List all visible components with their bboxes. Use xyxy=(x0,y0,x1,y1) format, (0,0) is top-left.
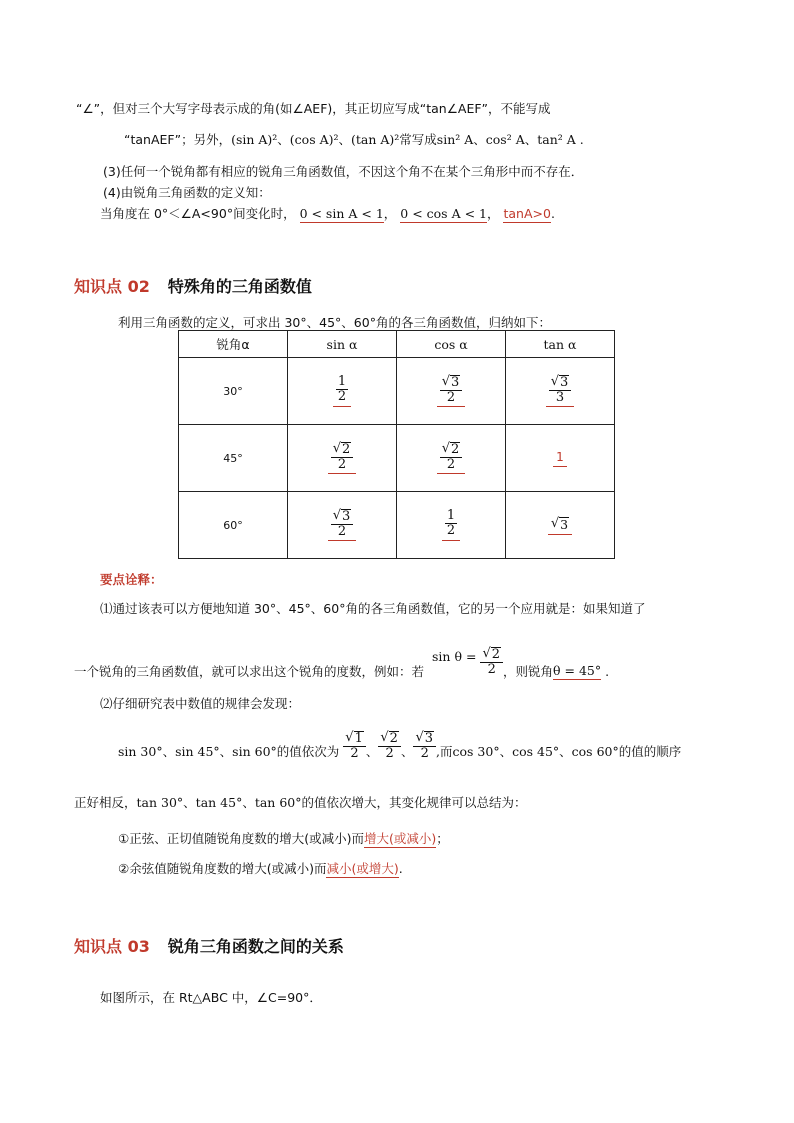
answer-sin-range: 0 < sin A < 1 xyxy=(299,206,384,221)
answer-underline: √ 3 3 xyxy=(546,375,575,407)
sep-b: 、 xyxy=(400,744,414,759)
section-title: 特殊角的三角函数值 xyxy=(167,277,312,296)
answer-increase: 增大(或减小) xyxy=(363,831,437,846)
para-line-2a: “tanAEF”；另外， xyxy=(124,132,232,147)
answer-underline: √ 2 2 xyxy=(437,442,466,474)
value-cell xyxy=(288,492,397,559)
frac-sqrt2: √ 2 2 xyxy=(378,731,401,760)
period-1: . xyxy=(550,206,555,221)
angle-cell: 30° xyxy=(179,358,288,425)
header-cos: cos α xyxy=(397,331,506,358)
answer-underline: √ 3 2 xyxy=(328,509,357,541)
sep-1: ， xyxy=(383,206,397,221)
tan-values-text: tan 30°、tan 45°、tan 60°的值依次增大，其变化规律可以总结为： xyxy=(136,795,527,810)
answer-underline: √ 2 2 xyxy=(328,442,357,474)
key-point-1b xyxy=(74,640,609,684)
sin-values-text: sin 30°、sin 45°、sin 60°的值依次为 xyxy=(118,744,340,759)
para-line-2 xyxy=(124,130,584,148)
sep-a: 、 xyxy=(365,744,379,759)
key-points-title: 要点诠释： xyxy=(100,572,163,587)
key-point-2c: 正好相反， xyxy=(74,795,137,810)
key-point-1a: ⑴通过该表可以方便地知道 30°、45°、60°角的各三角函数值，它的另一个应用就是：如果知道了 xyxy=(100,601,646,616)
rule-item-1-text: ①正弦、正切值随锐角度数的增大(或减小)而 xyxy=(118,831,364,846)
answer-tan-range: tanA>0 xyxy=(503,206,551,221)
angle-range-text: 当角度在 0°＜∠A<90°间变化时， xyxy=(100,206,296,221)
value-cell xyxy=(288,425,397,492)
value-cell xyxy=(397,425,506,492)
rule-item-1-end: ； xyxy=(436,831,449,846)
angle-range-line xyxy=(100,204,555,222)
key-point-2-values xyxy=(118,724,681,768)
sin-theta-label: sin θ = xyxy=(432,648,477,664)
table-row xyxy=(179,425,615,492)
section-number: 知识点 03 xyxy=(74,937,150,956)
key-point-1b-text: 一个锐角的三角函数值，就可以求出这个锐角的度数，例如：若 xyxy=(74,664,425,679)
frac-sqrt3: √ 3 2 xyxy=(413,731,436,760)
answer-cos-range: 0 < cos A < 1 xyxy=(400,206,487,221)
key-point-2a: ⑵仔细研究表中数值的规律会发现： xyxy=(100,696,301,711)
para-line-2b: (sin A)²、(cos A)²、(tan A)²常写成sin² A、cos² A、tan² A . xyxy=(231,132,584,147)
section-number: 知识点 02 xyxy=(74,277,150,296)
value-cell xyxy=(506,492,615,559)
section-intro: 利用三角函数的定义，可求出 30°、45°、60°角的各三角函数值，归纳如下： xyxy=(118,315,551,330)
table-row xyxy=(179,492,615,559)
answer-underline: $\frac{1}{2}$ xyxy=(442,509,460,540)
value-cell xyxy=(397,492,506,559)
section-heading-03 xyxy=(74,934,344,957)
rule-item-2 xyxy=(118,859,403,877)
value-cell xyxy=(506,425,615,492)
header-tan: tan α xyxy=(506,331,615,358)
answer-underline: $\frac{1}{2}$ xyxy=(333,375,351,406)
key-point-2-tan xyxy=(74,793,526,811)
table-header-row xyxy=(179,331,615,358)
trig-values-table xyxy=(178,330,615,559)
angle-cell: 45° xyxy=(179,425,288,492)
para-line-1: “∠”，但对三个大写字母表示成的角(如∠AEF)，其正切应写成“tan∠AEF”，不能写成 xyxy=(76,101,551,116)
item-3: (3)任何一个锐角都有相应的锐角三角函数值，不因这个角不在某个三角形中而不存在． xyxy=(103,164,584,179)
value-cell xyxy=(288,358,397,425)
answer-decrease: 减小(或增大) xyxy=(326,861,399,876)
answer-theta: θ = 45° xyxy=(553,662,602,678)
sin-theta-frac: √ 2 2 xyxy=(480,647,503,676)
section-title: 锐角三角函数之间的关系 xyxy=(167,937,344,956)
rule-item-2-text: ②余弦值随锐角度数的增大(或减小)而 xyxy=(118,861,327,876)
frac-sqrt1: √ 1 2 xyxy=(343,731,366,760)
value-cell xyxy=(397,358,506,425)
table-row xyxy=(179,358,615,425)
item-4: (4)由锐角三角函数的定义知： xyxy=(103,185,271,200)
key-point-1c: ，则锐角 xyxy=(503,664,554,679)
sep-2: ， xyxy=(486,206,500,221)
section-3-intro: 如图所示，在 Rt△ABC 中，∠C=90°． xyxy=(100,990,322,1005)
value-cell xyxy=(506,358,615,425)
answer-underline: √ 3 2 xyxy=(437,375,466,407)
cos-values-text: ,而cos 30°、cos 45°、cos 60°的值的顺序 xyxy=(436,744,682,759)
section-heading-02 xyxy=(74,274,312,297)
angle-cell: 60° xyxy=(179,492,288,559)
answer-underline: 1 xyxy=(553,450,567,467)
header-sin: sin α xyxy=(288,331,397,358)
period-2: . xyxy=(605,663,610,679)
header-angle: 锐角α xyxy=(179,331,288,358)
rule-item-2-end: . xyxy=(398,861,403,876)
rule-item-1 xyxy=(118,829,449,847)
answer-underline: √ 3 xyxy=(548,515,572,534)
